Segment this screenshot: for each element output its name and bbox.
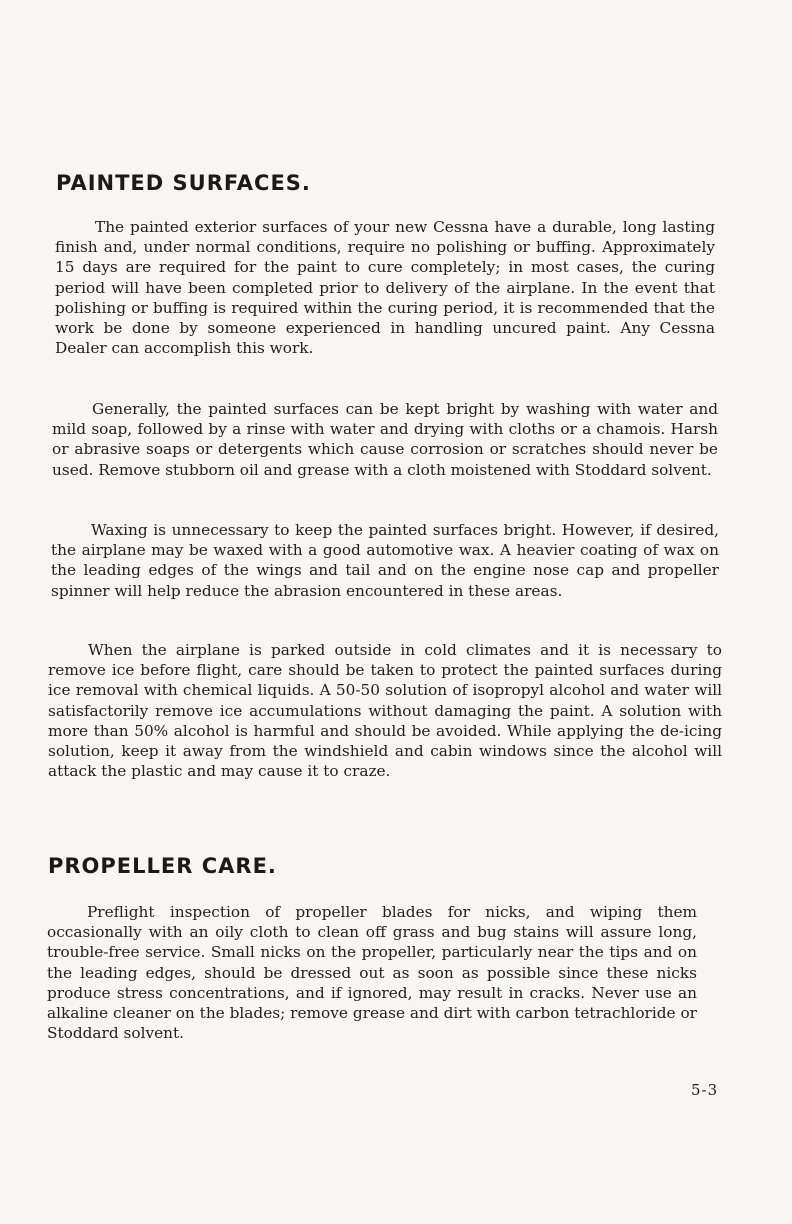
section-heading-painted-surfaces: PAINTED SURFACES. (56, 171, 311, 195)
paragraph-propeller-inspection: Preflight inspection of propeller blades for nicks, and wiping them occasionally with an oily cloth to clean off grass and bug stains will assure long, trouble-free service. Small nicks on the propeller, particularly near the tips and on the leading edges, should be dressed out as soon as possible since these nicks produce stress concentrations, and if ignored, may result in cracks. Never use an alkaline cleaner on the blades; remove grease and dirt with carbon tetrachloride or Stoddard solvent. (47, 903, 697, 1043)
section-heading-propeller-care: PROPELLER CARE. (48, 854, 277, 878)
page-number: 5-3 (691, 1081, 719, 1099)
paragraph-washing: Generally, the painted surfaces can be kept bright by washing with water and mild soap, followed by a rinse with water and drying with cloths or a chamois. Harsh or abrasive soaps or detergents which cause corrosion or scratches should never be used. Remove stubborn oil and grease with a cloth moistened with Stoddard solvent. (52, 400, 718, 479)
paragraph-ice-removal: When the airplane is parked outside in cold climates and it is necessary to remove ice before flight, care should be taken to protect the painted surfaces during ice removal with chemical liquids. A 50-50 solution of isopropyl alcohol and water will satisfactorily remove ice accumulations without damaging the paint. A solution with more than 50% alcohol is harmful and should be avoided. While applying the de-icing solution, keep it away from the windshield and cabin windows since the alcohol will attack the plastic and may cause it to craze. (48, 641, 722, 781)
paragraph-painted-finish: The painted exterior surfaces of your new Cessna have a durable, long lasting finish and, under normal conditions, require no polishing or buffing. Approximately 15 days are required for the paint to cure completely; in most cases, the curing period will have been completed prior to delivery of the airplane. In the event that polishing or buffing is required within the curing period, it is recommended that the work be done by someone experienced in handling uncured paint. Any Cessna Dealer can accomplish this work. (55, 218, 715, 358)
paragraph-waxing: Waxing is unnecessary to keep the painted surfaces bright. However, if desired, the airplane may be waxed with a good automotive wax. A heavier coating of wax on the leading edges of the wings and tail and on the engine nose cap and propeller spinner will help reduce the abrasion encountered in these areas. (51, 521, 719, 600)
